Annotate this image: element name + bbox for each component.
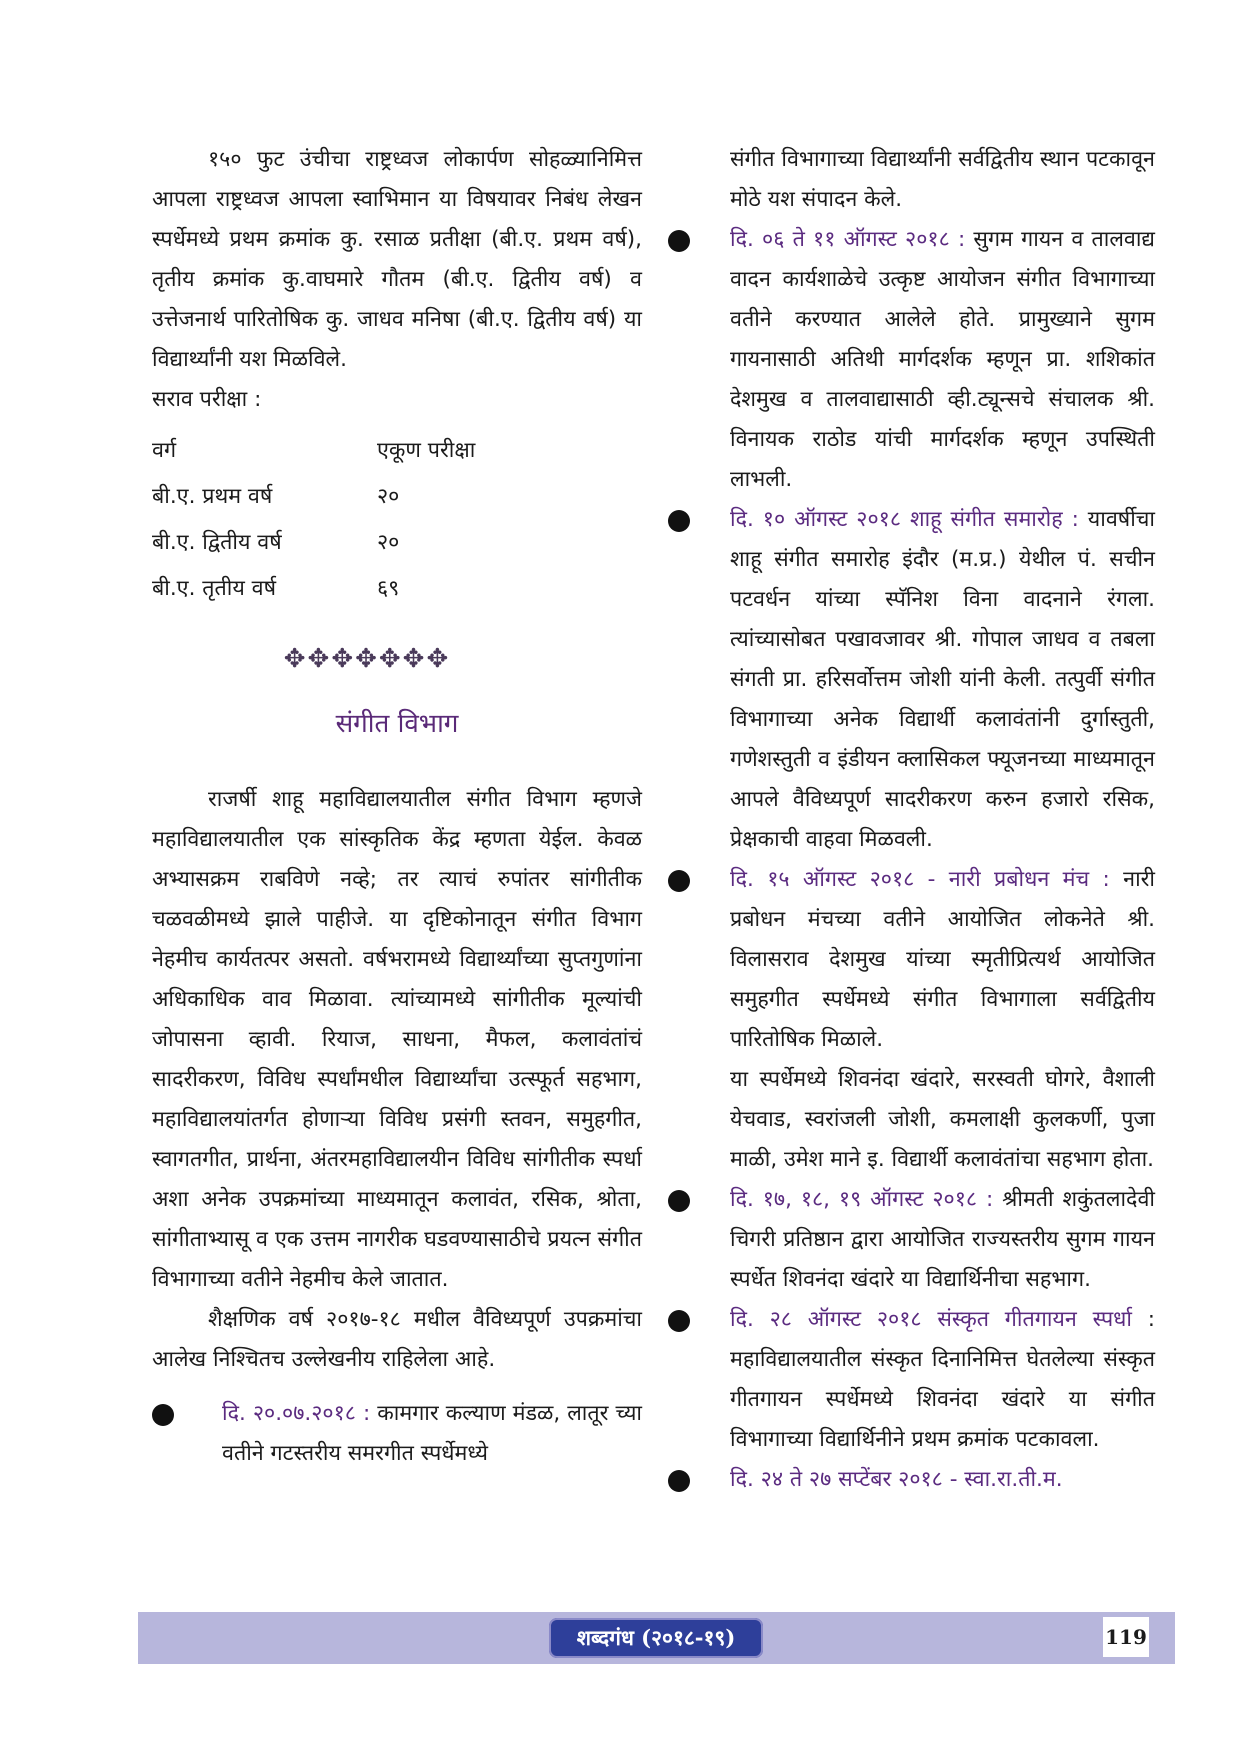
bullet-heading: दि. १५ ऑगस्ट २०१८ - नारी प्रबोधन मंच : [730,867,1110,892]
list-item [152,1394,642,1474]
bullet-extra: या स्पर्धेमध्ये शिवनंदा खंदारे, सरस्वती घोगरे, वैशाली येचवाड, स्वरांजली जोशी, कमलाक्षी कुलकर्णी, पुजा माळी, उमेश माने इ. विद्यार्थी कलावंतांचा सहभाग होता. [730,1067,1155,1172]
table-cell: ६९ [377,575,400,601]
table-row [152,518,475,564]
bullet-icon [668,1190,690,1212]
table-cell: बी.ए. प्रथम वर्ष [152,483,273,509]
bullet-icon [668,870,690,892]
bullet-text: नारी प्रबोधन मंचच्या वतीने आयोजित लोकनेते श्री. विलासराव देशमुख यांच्या स्मृतीप्रित्यर्थ आयोजित समुहगीत स्पर्धेमध्ये संगीत विभागाला सर्वद्वितीय पारितोषिक मिळाले. [730,867,1155,1052]
academic-year-paragraph: शैक्षणिक वर्ष २०१७-१८ मधील वैविध्यपूर्ण उपक्रमांचा आलेख निश्चितच उल्लेखनीय राहिलेला आहे. [152,1307,642,1372]
table-header-cell: वर्ग [152,437,177,463]
table-header-row [152,426,475,472]
journal-title: शब्दगंध (२०१८-१९) [549,1618,763,1658]
table-cell: २० [377,529,400,555]
bullet-heading: दि. २८ ऑगस्ट २०१८ संस्कृत गीतगायन स्पर्धा [730,1307,1132,1332]
table-cell: बी.ए. द्वितीय वर्ष [152,529,282,555]
table-row [152,472,475,518]
continued-paragraph: संगीत विभागाच्या विद्यार्थ्यांनी सर्वद्वितीय स्थान पटकावून मोठे यश संपादन केले. [730,147,1155,212]
list-item [730,1460,1155,1500]
bullet-heading: दि. ०६ ते ११ ऑगस्ट २०१८ : [730,227,966,252]
bullet-heading: दि. १७, १८, १९ ऑगस्ट २०१८ : [730,1187,994,1212]
bullet-text: सुगम गायन व तालवाद्य वादन कार्यशाळेचे उत्कृष्ट आयोजन संगीत विभागाच्या वतीने करण्यात आलेले होते. प्रामुख्याने सुगम गायनासाठी अतिथी मार्गदर्शक म्हणून प्रा. शशिकांत देशमुख व तालवाद्यासाठी व्ही.ट्यून्सचे संचालक श्री. विनायक राठोड यांची मार्गदर्शक म्हणून उपस्थिती लाभली. [730,227,1155,492]
bullet-text: : महाविद्यालयातील संस्कृत दिनानिमित्त घेतलेल्या संस्कृत गीतगायन स्पर्धेमध्ये शिवनंदा खंदारे या संगीत विभागाच्या विद्यार्थिनीने प्रथम क्रमांक पटकावला. [730,1307,1155,1452]
bullet-heading: दि. १० ऑगस्ट २०१८ शाहू संगीत समारोह : [730,507,1079,532]
table-header-cell: एकूण परीक्षा [377,437,476,463]
bullet-icon [152,1404,174,1426]
list-item [730,1180,1155,1300]
bullet-icon [668,230,690,252]
bullet-text: कामगार कल्याण मंडळ, लातूर च्या वतीने गटस्तरीय समरगीत स्पर्धेमध्ये [222,1401,642,1466]
table-row [152,564,475,610]
music-dept-paragraph: राजर्षी शाहू महाविद्यालयातील संगीत विभाग म्हणजे महाविद्यालयातील एक सांस्कृतिक केंद्र म्हणता येईल. केवळ अभ्यासक्रम राबविणे नव्हे; तर त्याचं रुपांतर सांगीतीक चळवळीमध्ये झाले पाहीजे. या दृष्टिकोनातून संगीत विभाग नेहमीच कार्यतत्पर असतो. वर्षभरामध्ये विद्यार्थ्यांच्या सुप्तगुणांना अधिकाधिक वाव मिळावा. त्यांच्यामध्ये सांगीतीक मूल्यांची जोपासना व्हावी. रियाज, साधना, मैफल, कलावंतांचं सादरीकरण, विविध स्पर्धांमधील विद्यार्थ्यांचा उत्स्फूर्त सहभाग, महाविद्यालयांतर्गत होणाऱ्या विविध प्रसंगी स्तवन, समुहगीत, स्वागतगीत, प्रार्थना, अंतरमहाविद्यालयीन विविध सांगीतीक स्पर्धा अशा अनेक उपक्रमांच्या माध्यमातून कलावंत, रसिक, श्रोता, सांगीताभ्यासू व एक उत्तम नागरीक घडवण्यासाठीचे प्रयत्न संगीत विभागाच्या वतीने नेहमीच केले जातात. [152,787,642,1292]
bullet-icon [668,510,690,532]
bullet-icon [668,1470,690,1492]
list-item [730,220,1155,500]
list-item [730,860,1155,1180]
bullet-heading: दि. २४ ते २७ सप्टेंबर २०१८ - स्वा.रा.ती.म. [730,1467,1063,1492]
section-heading: संगीत विभाग [335,709,459,739]
list-item [730,500,1155,860]
ornament-divider: ✥✥✥✥✥✥✥ [283,644,451,674]
exam-label: सराव परीक्षा : [152,387,262,412]
bullet-date: दि. २०.०७.२०१८ : [222,1401,371,1426]
page-number: 119 [1103,1617,1149,1657]
right-column [730,140,1155,1500]
exam-table [152,426,475,610]
bullet-icon [668,1310,690,1332]
table-cell: २० [377,483,400,509]
table-cell: बी.ए. तृतीय वर्ष [152,575,277,601]
left-column [152,140,642,1474]
intro-paragraph: १५० फुट उंचीचा राष्ट्रध्वज लोकार्पण सोहळ्यानिमित्त आपला राष्ट्रध्वज आपला स्वाभिमान या विषयावर निबंध लेखन स्पर्धेमध्ये प्रथम क्रमांक कु. रसाळ प्रतीक्षा (बी.ए. प्रथम वर्ष), तृतीय क्रमांक कु.वाघमारे गौतम (बी.ए. द्वितीय वर्ष) व उत्तेजनार्थ पारितोषिक कु. जाधव मनिषा (बी.ए. द्वितीय वर्ष) या विद्यार्थ्यांनी यश मिळविले. [152,147,642,372]
bullet-text: यावर्षीचा शाहू संगीत समारोह इंदौर (म.प्र.) येथील पं. सचीन पटवर्धन यांच्या स्पॅनिश विना वादनाने रंगला. त्यांच्यासोबत पखावजावर श्री. गोपाल जाधव व तबला संगती प्रा. हरिसर्वोत्तम जोशी यांनी केली. तत्पुर्वी संगीत विभागाच्या अनेक विद्यार्थी कलावंतांनी दुर्गास्तुती, गणेशस्तुती व इंडीयन क्लासिकल फ्यूजनच्या माध्यमातून आपले वैविध्यपूर्ण सादरीकरण करुन हजारो रसिक, प्रेक्षकाची वाहवा मिळवली. [730,507,1155,852]
bullet-text: श्रीमती शकुंतलादेवी चिगरी प्रतिष्ठान द्वारा आयोजित राज्यस्तरीय सुगम गायन स्पर्धेत शिवनंदा खंदारे या विद्यार्थिनीचा सहभाग. [730,1187,1155,1292]
list-item [730,1300,1155,1460]
